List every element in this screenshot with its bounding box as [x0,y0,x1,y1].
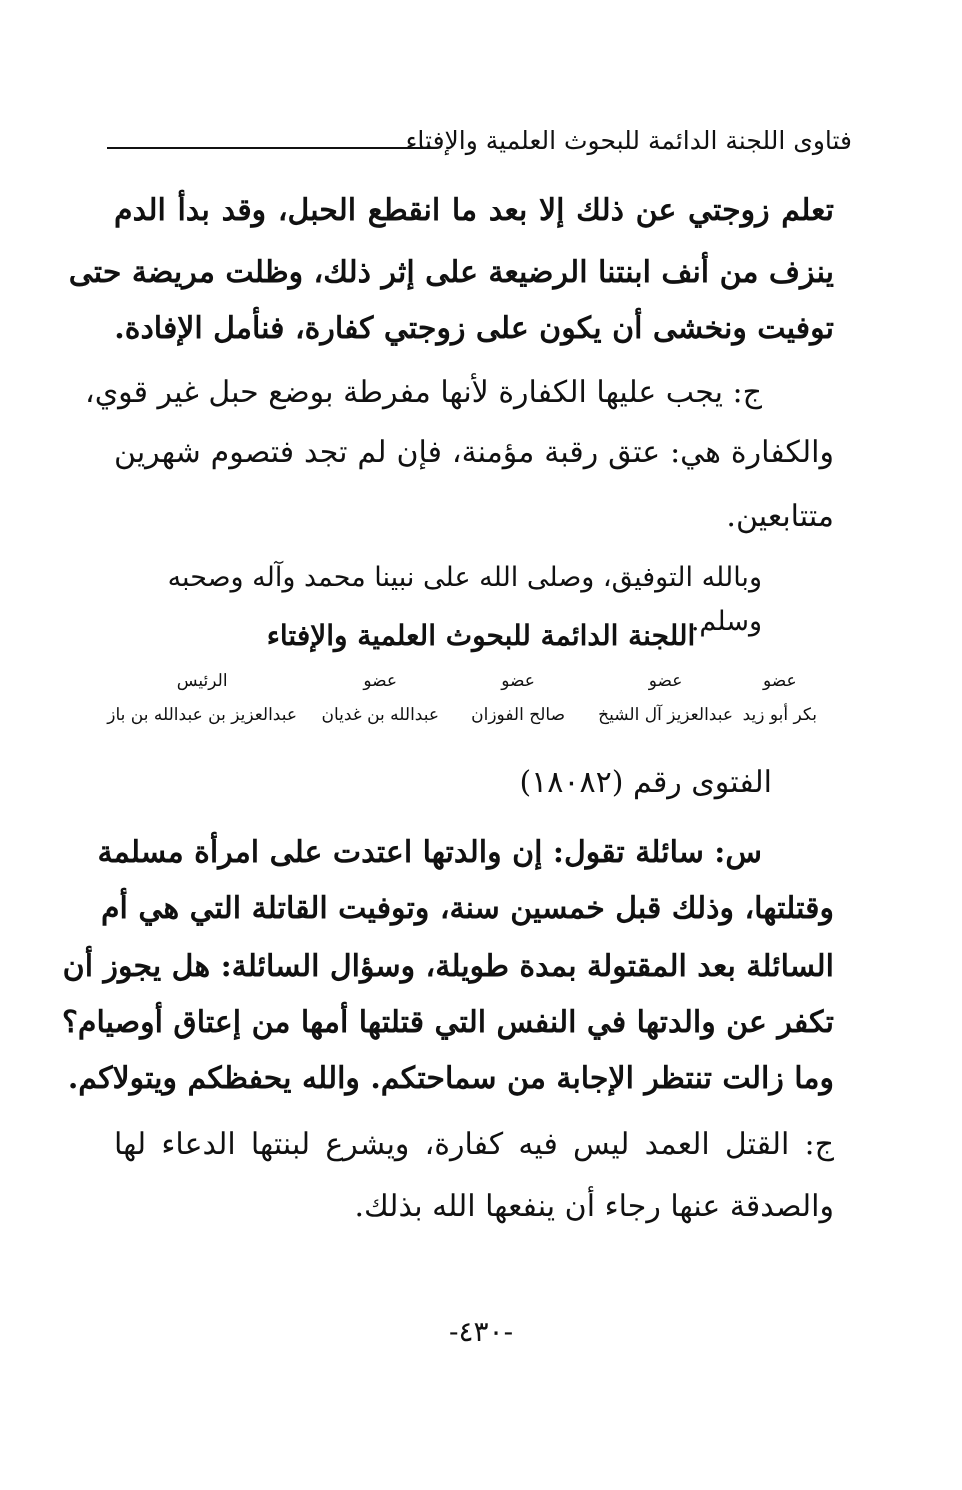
member-role: الرئيس [176,671,228,691]
question2-line: تكفر عن والدتها في النفس التي قتلتها أمها من إعتاق أوصيام؟ [61,1005,834,1040]
running-header [107,124,852,158]
committee-member [321,668,439,728]
committee-members [107,668,817,738]
answer2-line: والصدقة عنها رجاء أن ينفعها الله بذلك. [354,1189,834,1224]
answer1-line: متتابعين. [726,499,834,534]
question1-line: تعلم زوجتي عن ذلك إلا بعد ما انقطع الحبل، وقد بدأ الدم [114,193,834,228]
header-title: فتاوى اللجنة الدائمة للبحوث العلمية والإفتاء [405,126,852,155]
member-name: بكر أبو زيد [742,705,817,725]
committee-member [598,668,733,728]
committee-member [471,668,565,728]
question1-line: ينزف من أنف ابنتنا الرضيعة على إثر ذلك، وظلت مريضة حتى [68,255,834,290]
fatwa-number: الفتوى رقم (١٨٠٨٢) [519,765,772,800]
answer2-line: ج: القتل العمد ليس فيه كفارة، ويشرع لبنتها الدعاء لها [114,1127,834,1162]
committee-title: اللجنة الدائمة للبحوث العلمية والإفتاء [266,619,696,652]
member-name: عبدالله بن غديان [321,705,439,725]
header-rule [107,147,437,149]
page-number: -٤٣٠- [448,1315,514,1348]
member-role: عضو [501,671,535,691]
question2-line: السائلة بعد المقتولة بمدة طويلة، وسؤال السائلة: هل يجوز أن [62,949,834,984]
committee-member [743,668,817,728]
member-name: صالح الفوزان [471,705,565,725]
member-name: عبدالعزيز آل الشيخ [598,705,733,725]
question2-line: وقتلتها، وذلك قبل خمسين سنة، وتوفيت القاتلة التي هي أم [100,891,834,926]
member-role: عضو [762,671,797,691]
member-role: عضو [648,671,683,691]
committee-member [107,668,297,728]
closing-prayer: وبالله التوفيق، وصلى الله على نبينا محمد وآله وصحبه وسلم. [167,562,762,637]
answer1-line: والكفارة هي: عتق رقبة مؤمنة، فإن لم تجد فتصوم شهرين [114,435,834,470]
member-name: عبدالعزيز بن عبدالله بن باز [107,705,297,725]
member-role: عضو [363,671,398,691]
answer1-line: ج: يجب عليها الكفارة لأنها مفرطة بوضع حبل غير قوي، [85,375,762,410]
question2-line: س: سائلة تقول: إن والدتها اعتدت على امرأة مسلمة [97,835,762,870]
question1-line: توفيت ونخشى أن يكون على زوجتي كفارة، فنأمل الإفادة. [114,311,834,346]
question2-line: وما زالت تنتظر الإجابة من سماحتكم. والله يحفظكم ويتولاكم. [67,1061,834,1096]
